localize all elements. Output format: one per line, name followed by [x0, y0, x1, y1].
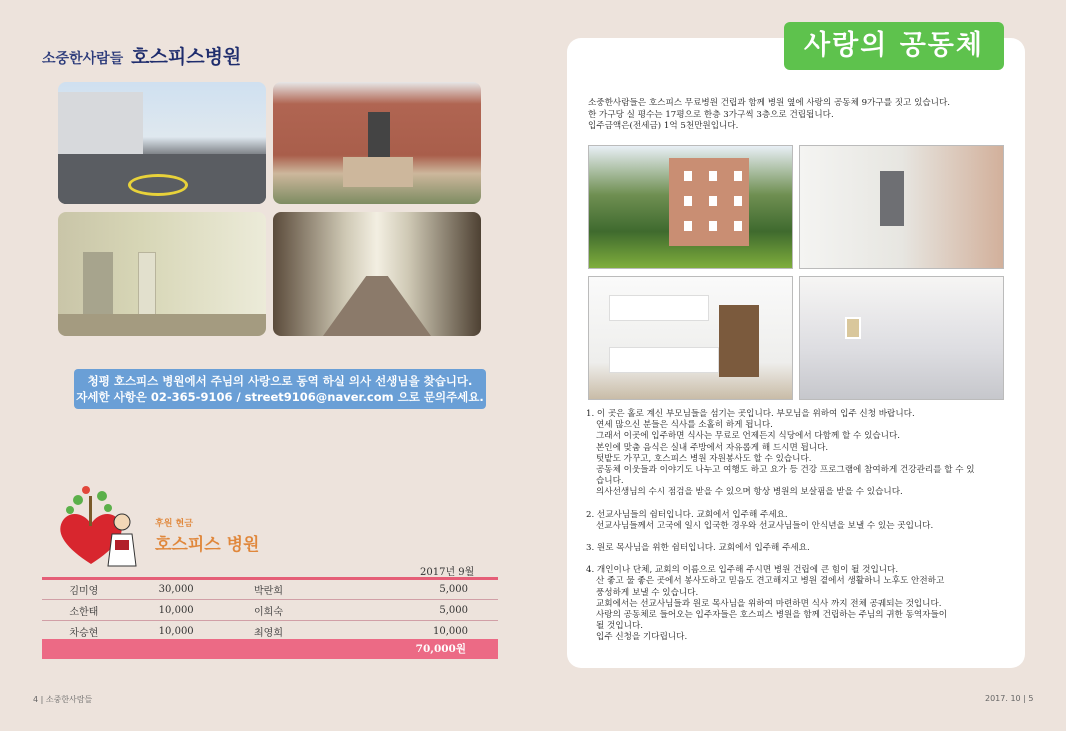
- donation-title: 호스피스 병원: [155, 535, 260, 555]
- note-line: 사랑의 공동체로 들어오는 입주자들은 호스피스 병원을 함께 건립하는 주님의 귀한 동역자들이: [596, 610, 948, 621]
- note-item: [586, 565, 1016, 643]
- intro-line: 한 가구당 실 평수는 17평으로 한층 3가구씩 3층으로 건립됩니다.: [588, 109, 834, 120]
- note-heading: 2. 선교사님들의 쉼터입니다. 교회에서 입주해 주세요.: [586, 509, 788, 520]
- note-line: 풍성하게 보낼 수 있습니다.: [596, 587, 699, 598]
- note-line: 교회에서는 선교사님들과 원로 목사님을 위하여 마련하면 식사 까지 전체 공궤되는 것입니다.: [596, 598, 942, 609]
- donor-amount: 10,000: [310, 621, 498, 642]
- apartment-building-photo: [588, 145, 793, 269]
- note-item: [586, 409, 1016, 499]
- hospital-exterior-photo: [58, 82, 266, 204]
- donor-amount: 10,000: [126, 600, 227, 621]
- page-footer-left: 4 | 소중한사람들: [33, 695, 93, 704]
- section-title-badge: 사랑의 공동체: [784, 22, 1004, 70]
- note-line: 본인에 맞춤 음식은 실내 주방에서 자유롭게 해 드시면 됩니다.: [596, 442, 829, 453]
- apartment-hallway-photo: [799, 145, 1004, 269]
- note-item: [586, 510, 1016, 532]
- table-row: [42, 579, 498, 600]
- note-line: 될 것입니다.: [596, 621, 643, 632]
- page-title: 호스피스병원: [131, 46, 242, 68]
- donor-amount: 10,000: [126, 621, 227, 642]
- donation-date: 2017년 9월: [420, 567, 475, 578]
- hallway-photo: [273, 212, 481, 336]
- donor-name: 김미영: [42, 579, 126, 600]
- intro-line: 입주금액은(전세금) 1억 5천만원입니다.: [588, 121, 739, 131]
- note-line: 의사선생님의 수시 점검을 받을 수 있으며 항상 병원의 보살핌을 받을 수 있습니다.: [596, 487, 903, 498]
- page-header: [42, 42, 241, 69]
- donor-name: 소한태: [42, 600, 126, 621]
- donor-name: 이희숙: [227, 600, 311, 621]
- intro-paragraph: [588, 98, 998, 133]
- note-line: 연세 많으신 분들은 식사를 소홀히 하게 됩니다.: [596, 420, 773, 431]
- donor-name: 박란희: [227, 579, 311, 600]
- note-heading: 3. 원로 목사님을 위한 쉼터입니다. 교회에서 입주해 주세요.: [586, 543, 810, 554]
- note-line: 습니다.: [596, 476, 624, 487]
- note-line: 그래서 이곳에 입주하면 식사는 무료로 언제든지 식당에서 다함께 할 수 있습니다.: [596, 431, 901, 442]
- kitchen-photo: [588, 276, 793, 400]
- note-heading: 4. 개인이나 단체, 교회의 이름으로 입주해 주시면 병원 건립에 큰 힘이 될 것입니다.: [586, 565, 899, 576]
- note-line: 텃밭도 가꾸고, 호스피스 병원 자원봉사도 할 수 있습니다.: [596, 453, 812, 464]
- note-line: 선교사님들께서 고국에 일시 입국한 경우와 선교사님들이 안식년을 보낼 수 있는 곳입니다.: [596, 520, 934, 531]
- donation-total: 70,000원: [42, 639, 498, 659]
- empty-room-photo: [799, 276, 1004, 400]
- table-row: [42, 600, 498, 621]
- donor-amount: 30,000: [126, 579, 227, 600]
- elevator-lobby-photo: [58, 212, 266, 336]
- banner-line-2: 자세한 사항은 02-365-9106 / street9106@naver.com 으로 문의주세요.: [76, 390, 484, 404]
- hospital-entrance-photo: [273, 82, 481, 204]
- header-subtitle: 소중한사람들: [42, 51, 124, 67]
- donor-name: 최영희: [227, 621, 311, 642]
- page-footer-right: 2017. 10 | 5: [985, 694, 1034, 703]
- donor-amount: 5,000: [310, 579, 498, 600]
- note-item: [586, 543, 1016, 554]
- banner-line-1: 청평 호스피스 병원에서 주님의 사랑으로 동역 하실 의사 선생님을 찾습니다.: [87, 374, 473, 388]
- donation-subtitle: 후원 현금: [155, 519, 193, 529]
- donor-amount: 5,000: [310, 600, 498, 621]
- note-heading: 1. 이 곳은 홀로 계신 부모님들을 섬기는 곳입니다. 부모님을 위하여 입주 신청 바랍니다.: [586, 409, 915, 419]
- community-notes: [586, 409, 1016, 655]
- note-line: 공동체 이웃들과 이야기도 나누고 여행도 하고 요가 등 건강 프로그램에 참여하게 건강관리를 할 수 있: [596, 465, 975, 476]
- doctor-recruit-banner: [74, 369, 486, 409]
- note-line: 산 좋고 물 좋은 곳에서 봉사도하고 믿음도 견고해지고 병원 곁에서 생활하니 노후도 안전하고: [596, 576, 945, 587]
- note-line: 입주 신청을 기다립니다.: [596, 632, 688, 643]
- heart-tree-doctor-logo: [56, 486, 142, 574]
- donor-name: 차승현: [42, 621, 126, 642]
- intro-line: 소중한사람들은 호스피스 무료병원 건립과 함께 병원 옆에 사랑의 공동체 9가구를 짓고 있습니다.: [588, 98, 951, 108]
- donor-table: [42, 577, 498, 642]
